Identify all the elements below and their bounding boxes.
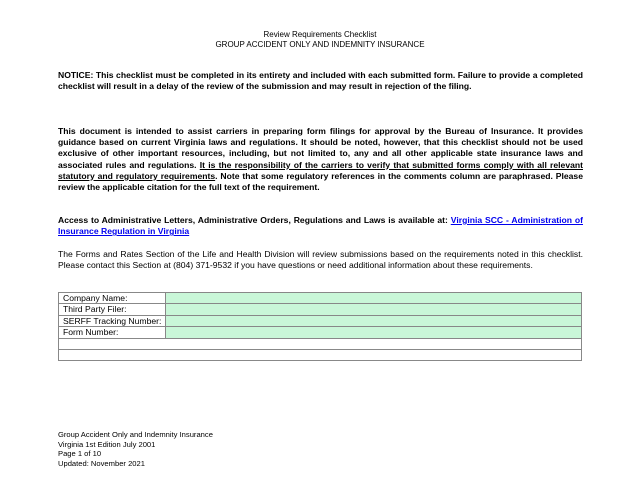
page-footer: [58, 430, 213, 468]
access-text: Access to Administrative Letters, Administrative Orders, Regulations and Laws is available at:: [58, 215, 451, 225]
serff-tracking-field[interactable]: [166, 315, 582, 326]
access-paragraph: [58, 215, 583, 237]
document-title: Review Requirements Checklist: [263, 30, 377, 39]
blank-row: [59, 350, 582, 361]
third-party-filer-label: Third Party Filer:: [59, 304, 166, 315]
footer-line-title: Group Accident Only and Indemnity Insurance: [58, 430, 213, 439]
table-row: [59, 327, 582, 338]
guidance-paragraph: [58, 126, 583, 193]
third-party-filer-field[interactable]: [166, 304, 582, 315]
footer-line-updated: Updated: November 2021: [58, 458, 145, 468]
footer-line-page: Page 1 of 10: [58, 449, 102, 459]
guidance-underlined-text: It is the responsibility of the carriers to verify that submitted forms comply with all relevant statutory and regulatory requirements: [58, 159, 583, 181]
footer-line-edition: Virginia 1st Edition July 2001: [58, 439, 156, 449]
table-row: [59, 315, 582, 326]
serff-tracking-label: SERFF Tracking Number:: [59, 315, 166, 326]
table-row: [59, 338, 582, 349]
form-number-field[interactable]: [166, 327, 582, 338]
table-row: [59, 293, 582, 304]
filer-info-table: [58, 292, 582, 361]
table-row: [59, 350, 582, 361]
contact-paragraph: The Forms and Rates Section of the Life and Health Division will review submissions based on the requirements noted in this checklist. Please contact this Section at (804) 371-9532 if you have questions or need additional information about these requirements.: [58, 249, 583, 271]
blank-row: [59, 338, 582, 349]
guidance-text-2: . Note that some regulatory references in the comments column are paraphrased. Please review the applicable citation for the full text of the requirement.: [58, 170, 583, 193]
table-row: [59, 304, 582, 315]
virginia-scc-link[interactable]: Virginia SCC - Administration of Insurance Regulation in Virginia: [58, 215, 583, 237]
company-name-label: Company Name:: [59, 293, 166, 304]
form-number-label: Form Number:: [59, 327, 166, 338]
company-name-field[interactable]: [166, 293, 582, 304]
document-subtitle: GROUP ACCIDENT ONLY AND INDEMNITY INSURANCE: [215, 40, 425, 49]
notice-paragraph: NOTICE: This checklist must be completed in its entirety and included with each submitted form. Failure to provide a completed checklist will result in a delay of the review of the submission and may result in rejection of the filing.: [58, 70, 583, 92]
guidance-text-1: This document is intended to assist carriers in preparing form filings for approval by the Bureau of Insurance. It provides guidance based on current Virginia laws and regulations. It should be noted, however, that this checklist should not be used exclusive of other important resources, including, but not limited to, any and all other applicable state insurance laws and associated rules and regulations.: [58, 126, 583, 170]
